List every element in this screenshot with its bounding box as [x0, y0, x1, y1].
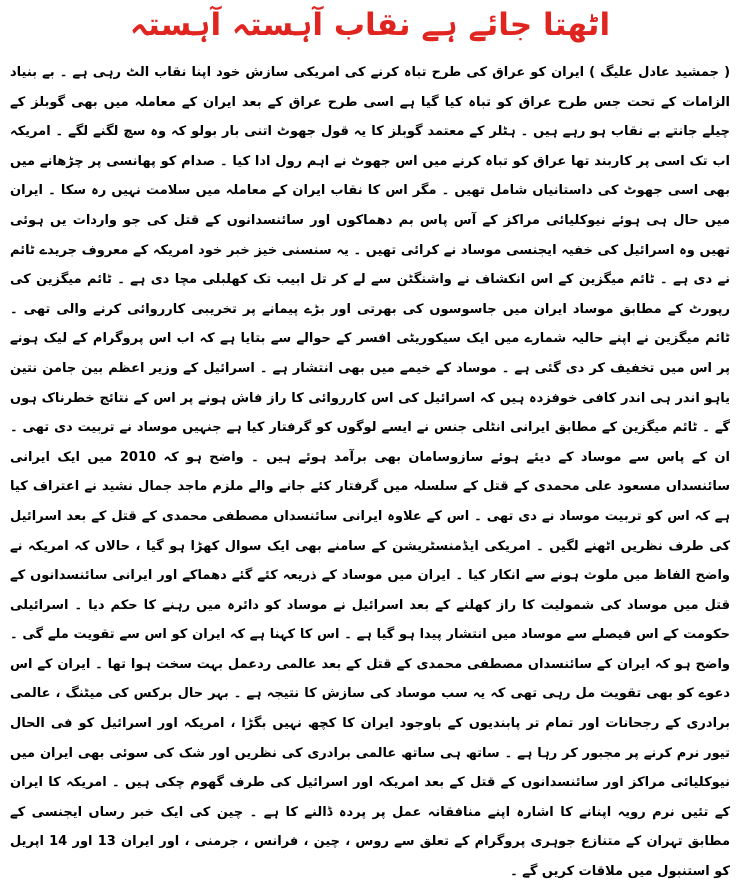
article-text: ایران کو عراق کی طرح تباہ کرنے کی امریکی سازش خود اپنا نقاب الٹ رہی ہے ۔ بے بنیاد الزامات کے تحت جس طرح عراق کو تباہ کیا گیا ہے اسی طرح عراق کے بعد ایران کے معاملہ میں بھی گوبلز کے چیلے جانتے بے نقاب ہو رہے ہیں ۔ ہٹلر کے معتمد گوبلز کا یہ قول جھوٹ اتنی بار بولو کہ وہ سچ لگنے لگے ۔ امریکہ اب تک اسی پر کاربند تھا عراق کو تباہ کرنے میں اس جھوٹ نے اہم رول ادا کیا ۔ صدام کو پھانسی پر چڑھانے میں بھی اسی جھوٹ کی داستانیاں شامل تھیں ۔ مگر اس کا نقاب ایران کے معاملہ میں سلامت نہیں رہ سکا ۔ ایران میں حال ہی ہوئے نیوکلیائی مراکز کے آس پاس بم دھماکوں اور سائنسدانوں کے قتل کی جو واردات یں ہوئی تھیں وہ اسرائیل کی خفیہ ایجنسی موساد نے کرائی تھیں ۔ یہ سنسنی خیز خبر خود امریکہ کے معروف جریدے ٹائم نے دی ہے ۔ ٹائم میگزین کے اس انکشاف نے واشنگٹن سے لے کر تل ابیب تک کھلبلی مچا دی ہے ۔ ٹائم میگزین کی رپورٹ کے مطابق موساد ایران میں جاسوسوں کی بھرتی اور بڑے پیمانے پر تخریبی کارروائی کرنے والی تھی ۔ ٹائم میگزین نے اپنے حالیہ شمارے میں ایک سیکوریٹی افسر کے حوالے سے بتایا ہے کہ اب اس پروگرام کے لیک ہونے پر اس میں تخفیف کر دی گئی ہے ۔ موساد کے خیمے میں بھی انتشار ہے ۔ اسرائیل کے وزیر اعظم بین جامن نتین یاہو اندر ہی اندر کافی خوفزدہ ہیں کہ اسرائیل کی اس کارروائی کا راز فاش ہونے پر اس کے نتائج خطرناک ہوں گے ۔ ٹائم میگزین کے مطابق ایرانی انٹلی جنس نے ایسے لوگوں کو گرفتار کیا ہے جنہیں موساد نے تربیت دی تھی ۔ ان کے پاس سے موساد کے دیئے ہوئے سازوسامان بھی برآمد ہوئے ہیں ۔ واضح ہو کہ 2010 میں ایک ایرانی سائنسداں مسعود علی محمدی کے قتل کے سلسلہ میں گرفتار کئے جانے والے ملزم ماجد جمال نشید نے اعتراف کیا ہے کہ اس کو تربیت موساد نے دی تھی ۔ اس کے علاوہ ایرانی سائنسداں مصطفی محمدی کے قتل کے بعد اسرائیل کی طرف نظریں اٹھنے لگیں ۔ امریکی ایڈمنسٹریشن کے سامنے بھی ایک سوال کھڑا ہو گیا ، حالاں کہ امریکہ نے واضح الفاظ میں ملوث ہونے سے انکار کیا ۔ ایران میں موساد کے ذریعہ کئے گئے دھماکے اور ایرانی سائنسدانوں کے قتل میں موساد کی شمولیت کا راز کھلنے کے بعد اسرائیل نے موساد کو دائرہ میں رہنے کا حکم دیا ۔ اسرائیلی حکومت کے اس فیصلے سے موساد میں انتشار پیدا ہو گیا ہے ۔ اس کا کہنا ہے کہ ایران کو اس سے تقویت ملے گی ۔ واضح ہو کہ ایران کے سائنسداں مصطفی محمدی کے قتل کے بعد عالمی ردعمل بہت سخت ہوا تھا ۔ ایران کے اس دعوے کو بھی تقویت مل رہی تھی کہ یہ سب موساد کی سازش کا نتیجہ ہے ۔ بہر حال برکس کی میٹنگ ، عالمی برادری کے رجحانات اور تمام تر پابندیوں کے باوجود ایران کا کچھ نہیں بگڑا ، امریکہ اور اسرائیل کو فی الحال تیور نرم کرنے پر مجبور کر رہا ہے ۔ ساتھ ہی ساتھ عالمی برادری کی نظریں اور شک کی سوئی بھی ایران میں نیوکلیائی مراکز اور سائنسدانوں کے قتل کے بعد امریکہ اور اسرائیل کی طرف گھوم چکی ہیں ۔ امریکہ کا ایران کے تئیں نرم رویہ اپنانے کا اشارہ اپنے منافقانہ عمل پر پردہ ڈالنے کا ہے ۔ چین کی ایک خبر رساں ایجنسی کے مطابق تہران کے متنازع جوہری پروگرام کے تعلق سے روس ، چین ، فرانس ، جرمنی ، اور ایران 13 اور 14 اپریل کو استنبول میں ملاقات کریں گے ۔ [10, 65, 730, 880]
article-headline: اٹھتا جائے ہے نقاب آہستہ آہستہ [129, 7, 611, 43]
article-body [10, 58, 730, 887]
article-byline: ( جمشید عادل علیگ ) [589, 65, 731, 80]
